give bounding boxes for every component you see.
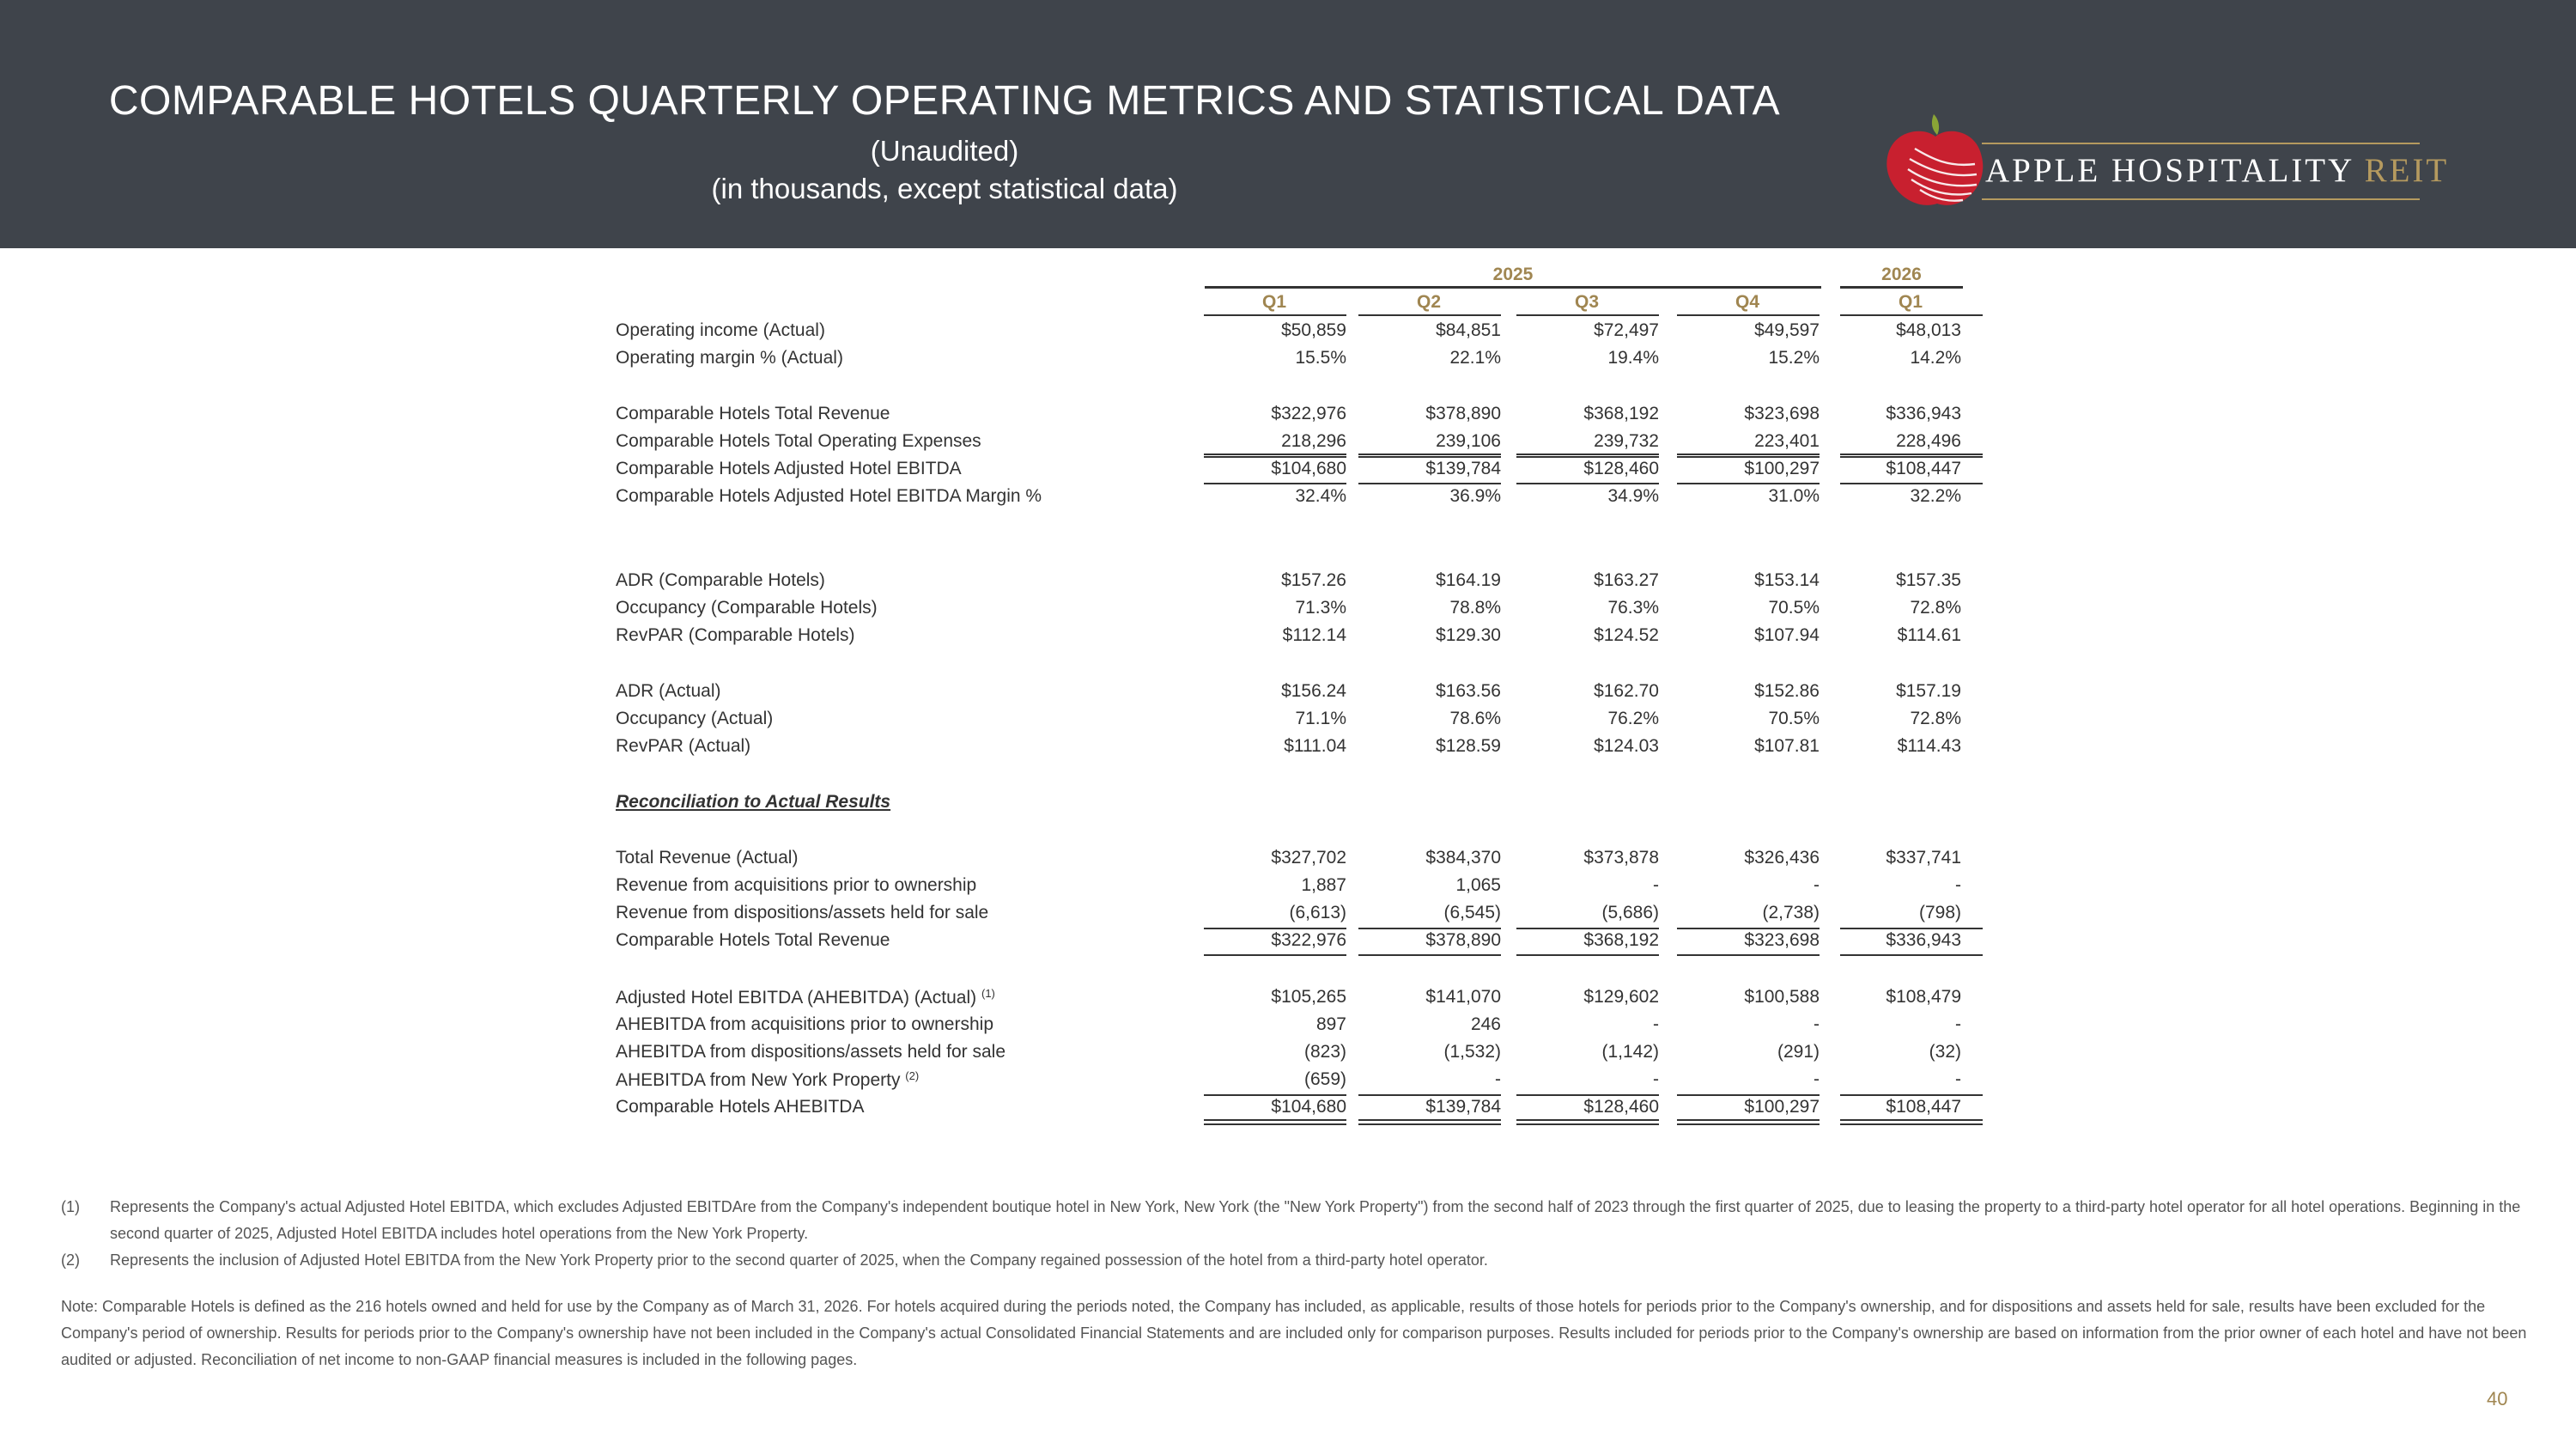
table-cell: 239,732 bbox=[1594, 431, 1659, 451]
row-label-text: Comparable Hotels Total Revenue bbox=[616, 404, 890, 423]
table-cell: 32.4% bbox=[1295, 486, 1346, 506]
footnote-1 bbox=[61, 1194, 2551, 1247]
table-cell: (823) bbox=[1303, 1042, 1346, 1062]
table-cell: $162.70 bbox=[1594, 681, 1659, 701]
table-row bbox=[0, 320, 2576, 348]
table-cell: 246 bbox=[1470, 1014, 1501, 1034]
table-cell: (2,738) bbox=[1762, 903, 1820, 922]
table-cell: (291) bbox=[1777, 1042, 1820, 1062]
row-label-text: RevPAR (Actual) bbox=[616, 736, 751, 756]
table-cell: (6,545) bbox=[1443, 903, 1501, 922]
table-cell: (6,613) bbox=[1289, 903, 1346, 922]
table-cell: $322,976 bbox=[1271, 404, 1346, 423]
table-cell: - bbox=[1814, 1069, 1820, 1089]
table-cell: (798) bbox=[1918, 903, 1961, 922]
quarter-rule bbox=[1677, 314, 1820, 316]
table-row bbox=[0, 681, 2576, 709]
year-rule-2025 bbox=[1205, 286, 1821, 289]
table-cell: $72,497 bbox=[1594, 320, 1659, 340]
table-cell: $368,192 bbox=[1583, 930, 1659, 950]
quarter-header: Q4 bbox=[1735, 292, 1759, 312]
table-row bbox=[0, 875, 2576, 903]
quarter-rule bbox=[1358, 314, 1501, 316]
table-cell: $156.24 bbox=[1281, 681, 1346, 701]
table-cell: 31.0% bbox=[1768, 486, 1820, 506]
row-label bbox=[616, 681, 721, 702]
page-number: 40 bbox=[2487, 1388, 2508, 1409]
table-row bbox=[0, 903, 2576, 930]
table-cell: $107.81 bbox=[1754, 736, 1820, 756]
table-cell: $108,447 bbox=[1886, 1097, 1961, 1117]
table-cell: $157.19 bbox=[1896, 681, 1961, 701]
table-cell: 1,887 bbox=[1301, 875, 1346, 895]
row-label-text: Comparable Hotels Total Revenue bbox=[616, 930, 890, 950]
row-label-text: Occupancy (Comparable Hotels) bbox=[616, 598, 878, 618]
table-row bbox=[0, 1014, 2576, 1042]
table-cell: $322,976 bbox=[1271, 930, 1346, 950]
footnote-2 bbox=[61, 1247, 2551, 1274]
table-cell: 36.9% bbox=[1449, 486, 1501, 506]
table-cell: $100,588 bbox=[1744, 987, 1820, 1007]
table-cell: 70.5% bbox=[1768, 709, 1820, 728]
table-cell: $49,597 bbox=[1754, 320, 1820, 340]
total-rule bbox=[1358, 928, 1501, 929]
table-cell: $378,890 bbox=[1425, 930, 1501, 950]
table-row bbox=[0, 625, 2576, 653]
table-cell: 218,296 bbox=[1281, 431, 1346, 451]
table-cell: - bbox=[1955, 1069, 1961, 1089]
table-row bbox=[0, 598, 2576, 625]
table-cell: 70.5% bbox=[1768, 598, 1820, 618]
table-row bbox=[0, 848, 2576, 875]
row-label bbox=[616, 709, 773, 729]
table-row bbox=[0, 486, 2576, 514]
table-cell: 34.9% bbox=[1607, 486, 1659, 506]
table-cell: $100,297 bbox=[1744, 459, 1820, 478]
row-label bbox=[616, 848, 798, 868]
footnote-ref: (2) bbox=[905, 1069, 920, 1082]
table-row bbox=[0, 792, 2576, 819]
table-cell: $104,680 bbox=[1271, 459, 1346, 478]
table-cell: $128,460 bbox=[1583, 459, 1659, 478]
total-rule bbox=[1204, 454, 1346, 455]
table-cell: (32) bbox=[1929, 1042, 1961, 1062]
page-title: COMPARABLE HOTELS QUARTERLY OPERATING METRICS AND STATISTICAL DATA bbox=[108, 78, 1781, 124]
footnote-2-text: Represents the inclusion of Adjusted Hotel EBITDA from the New York Property prior to the second quarter of 2025, when the Company regained possession of the hotel from a third-party hotel operator. bbox=[110, 1251, 1488, 1269]
footnote-1-text: Represents the Company's actual Adjusted Hotel EBITDA, which excludes Adjusted EBITDAre from the Company's independent boutique hotel in New York, New York (the "New York Property") from the second half of 2023 through the first quarter of 2025, due to leasing the property to a third-party hotel operator for all hotel operations. Beginning in the second quarter of 2025, Adjusted Hotel EBITDA includes hotel operations from the New York Property. bbox=[110, 1198, 2521, 1242]
table-cell: $129.30 bbox=[1436, 625, 1501, 645]
table-cell: $84,851 bbox=[1436, 320, 1501, 340]
row-label bbox=[616, 348, 843, 368]
table-cell: $163.56 bbox=[1436, 681, 1501, 701]
table-cell: (1,142) bbox=[1601, 1042, 1659, 1062]
total-rule bbox=[1840, 454, 1983, 455]
table-cell: 22.1% bbox=[1449, 348, 1501, 368]
footnotes bbox=[61, 1194, 2551, 1373]
row-label-text: RevPAR (Comparable Hotels) bbox=[616, 625, 855, 645]
table-cell: $111.04 bbox=[1284, 736, 1346, 756]
quarter-rule bbox=[1516, 314, 1659, 316]
total-rule bbox=[1840, 928, 1983, 929]
total-rule bbox=[1677, 1123, 1820, 1125]
brand-name-main: APPLE HOSPITALITY bbox=[1985, 152, 2354, 189]
table-cell: 71.1% bbox=[1295, 709, 1346, 728]
table-cell: 15.5% bbox=[1295, 348, 1346, 368]
row-label bbox=[616, 404, 890, 424]
row-label-text: Comparable Hotels Adjusted Hotel EBITDA bbox=[616, 459, 962, 478]
row-label-text: Revenue from acquisitions prior to ownership bbox=[616, 875, 977, 895]
table-row bbox=[0, 348, 2576, 375]
row-label bbox=[616, 431, 981, 452]
total-rule bbox=[1677, 456, 1820, 458]
total-rule bbox=[1840, 1119, 1983, 1121]
table-cell: - bbox=[1653, 1069, 1659, 1089]
table-cell: $48,013 bbox=[1896, 320, 1961, 340]
row-label-text: Comparable Hotels Total Operating Expenses bbox=[616, 431, 981, 451]
table-cell: $152.86 bbox=[1754, 681, 1820, 701]
row-label-text: Total Revenue (Actual) bbox=[616, 848, 799, 868]
total-rule bbox=[1677, 1119, 1820, 1121]
table-cell: 76.2% bbox=[1607, 709, 1659, 728]
table-cell: $323,698 bbox=[1744, 930, 1820, 950]
quarter-rule bbox=[1204, 314, 1346, 316]
table-cell: $129,602 bbox=[1583, 987, 1659, 1007]
comparable-hotels-note: Note: Comparable Hotels is defined as the 216 hotels owned and held for use by the Company as of March 31, 2026. For hotels acquired during the periods noted, the Company has included, as applicable, results of those hotels for periods prior to the Company's ownership, and for dispositions and assets held for sale, results have been excluded for the Company's period of ownership. Results for periods prior to the Company's ownership have not been included in the Company's actual Consolidated Financial Statements and are included only for comparison purposes. Results included for periods prior to the Company's ownership are based on information from the prior owner of each hotel and have not been audited or adjusted. Reconciliation of net income to non-GAAP financial measures is included in the following pages. bbox=[61, 1298, 2527, 1368]
table-cell: $163.27 bbox=[1594, 570, 1659, 590]
table-cell: $100,297 bbox=[1744, 1097, 1820, 1117]
table-cell: 897 bbox=[1315, 1014, 1346, 1034]
total-rule bbox=[1358, 1123, 1501, 1125]
total-rule bbox=[1516, 1094, 1659, 1096]
row-label-text: Adjusted Hotel EBITDA (AHEBITDA) (Actual) bbox=[616, 988, 977, 1008]
table-cell: 239,106 bbox=[1436, 431, 1501, 451]
row-label bbox=[616, 1042, 1005, 1062]
quarter-header: Q2 bbox=[1416, 292, 1441, 312]
table-cell: $368,192 bbox=[1583, 404, 1659, 423]
table-cell: $128.59 bbox=[1436, 736, 1501, 756]
row-label bbox=[616, 570, 825, 591]
table-cell: $373,878 bbox=[1583, 848, 1659, 868]
table-cell: 223,401 bbox=[1754, 431, 1820, 451]
total-rule bbox=[1840, 1123, 1983, 1125]
quarter-header: Q3 bbox=[1574, 292, 1599, 312]
table-cell: 228,496 bbox=[1896, 431, 1961, 451]
table-cell: $124.52 bbox=[1594, 625, 1659, 645]
table-cell: $124.03 bbox=[1594, 736, 1659, 756]
row-label-text: Comparable Hotels AHEBITDA bbox=[616, 1097, 865, 1117]
total-rule bbox=[1677, 954, 1820, 956]
total-rule bbox=[1358, 456, 1501, 458]
table-row bbox=[0, 1042, 2576, 1069]
table-row bbox=[0, 736, 2576, 764]
row-label-text: AHEBITDA from dispositions/assets held for sale bbox=[616, 1042, 1006, 1062]
row-label-text: ADR (Actual) bbox=[616, 681, 721, 701]
table-cell: 72.8% bbox=[1910, 709, 1961, 728]
table-cell: 19.4% bbox=[1607, 348, 1659, 368]
total-rule bbox=[1358, 1119, 1501, 1121]
table-cell: 76.3% bbox=[1607, 598, 1659, 618]
table-cell: $108,479 bbox=[1886, 987, 1961, 1007]
table-cell: $112.14 bbox=[1282, 625, 1346, 645]
table-cell: 32.2% bbox=[1910, 486, 1961, 506]
year-header-2026: 2026 bbox=[1881, 265, 1922, 284]
total-rule bbox=[1516, 456, 1659, 458]
total-rule bbox=[1840, 456, 1983, 458]
total-rule bbox=[1204, 1119, 1346, 1121]
table-row bbox=[0, 570, 2576, 598]
row-label bbox=[616, 459, 962, 479]
row-label bbox=[616, 987, 995, 1008]
row-label bbox=[616, 598, 878, 618]
table-cell: $139,784 bbox=[1425, 459, 1501, 478]
table-cell: $384,370 bbox=[1425, 848, 1501, 868]
table-cell: $157.26 bbox=[1281, 570, 1346, 590]
row-label bbox=[616, 486, 1042, 507]
table-row bbox=[0, 404, 2576, 431]
total-rule bbox=[1204, 483, 1346, 484]
year-rule-2026 bbox=[1840, 286, 1963, 289]
row-label-text: Occupancy (Actual) bbox=[616, 709, 774, 728]
brand-name-accent: REIT bbox=[2364, 152, 2450, 189]
table-cell: $378,890 bbox=[1425, 404, 1501, 423]
quarter-header: Q1 bbox=[1261, 292, 1286, 312]
table-cell: $108,447 bbox=[1886, 459, 1961, 478]
table-cell: 15.2% bbox=[1768, 348, 1820, 368]
year-header-2025: 2025 bbox=[1492, 265, 1534, 284]
row-label-text: ADR (Comparable Hotels) bbox=[616, 570, 825, 590]
total-rule bbox=[1358, 454, 1501, 455]
total-rule bbox=[1204, 928, 1346, 929]
row-label bbox=[616, 875, 976, 896]
total-rule bbox=[1677, 1094, 1820, 1096]
table-cell: 14.2% bbox=[1910, 348, 1961, 368]
total-rule bbox=[1204, 1094, 1346, 1096]
total-rule bbox=[1516, 1123, 1659, 1125]
table-cell: $105,265 bbox=[1271, 987, 1346, 1007]
quarter-rule bbox=[1840, 314, 1983, 316]
table-cell: 78.6% bbox=[1449, 709, 1501, 728]
table-cell: $327,702 bbox=[1271, 848, 1346, 868]
total-rule bbox=[1358, 1094, 1501, 1096]
row-label-text: Revenue from dispositions/assets held for sale bbox=[616, 903, 989, 922]
total-rule bbox=[1358, 954, 1501, 956]
row-label bbox=[616, 1097, 864, 1117]
total-rule bbox=[1840, 954, 1983, 956]
row-label bbox=[616, 736, 750, 757]
row-label-text: Comparable Hotels Adjusted Hotel EBITDA Margin % bbox=[616, 486, 1042, 506]
row-label-text: Operating margin % (Actual) bbox=[616, 348, 843, 368]
total-rule bbox=[1516, 954, 1659, 956]
page-subtitle-units: (in thousands, except statistical data) bbox=[711, 173, 1178, 204]
footnote-1-number: (1) bbox=[61, 1198, 80, 1215]
table-cell: $107.94 bbox=[1754, 625, 1820, 645]
total-rule bbox=[1358, 483, 1501, 484]
table-cell: - bbox=[1814, 875, 1820, 895]
table-cell: $164.19 bbox=[1436, 570, 1501, 590]
table-cell: 78.8% bbox=[1449, 598, 1501, 618]
footnote-2-number: (2) bbox=[61, 1251, 80, 1269]
table-row bbox=[0, 987, 2576, 1014]
page-subtitle-unaudited: (Unaudited) bbox=[870, 135, 1019, 167]
table-cell: - bbox=[1814, 1014, 1820, 1034]
table-cell: (1,532) bbox=[1443, 1042, 1501, 1062]
total-rule bbox=[1677, 928, 1820, 929]
row-label bbox=[616, 792, 890, 813]
total-rule bbox=[1677, 483, 1820, 484]
row-label bbox=[616, 1014, 993, 1035]
total-rule bbox=[1840, 1094, 1983, 1096]
table-cell: $114.43 bbox=[1897, 736, 1961, 756]
table-cell: - bbox=[1955, 875, 1961, 895]
row-label bbox=[616, 903, 988, 923]
table-row bbox=[0, 709, 2576, 736]
table-cell: 72.8% bbox=[1910, 598, 1961, 618]
table-cell: $50,859 bbox=[1281, 320, 1346, 340]
table-cell: - bbox=[1495, 1069, 1501, 1089]
total-rule bbox=[1204, 954, 1346, 956]
table-cell: - bbox=[1955, 1014, 1961, 1034]
total-rule bbox=[1204, 456, 1346, 458]
total-rule bbox=[1516, 1119, 1659, 1121]
footnote-ref: (1) bbox=[981, 987, 995, 1000]
total-rule bbox=[1840, 483, 1983, 484]
row-label-text: AHEBITDA from acquisitions prior to ownership bbox=[616, 1014, 994, 1034]
row-label-text: Reconciliation to Actual Results bbox=[616, 792, 891, 812]
row-label-text: Operating income (Actual) bbox=[616, 320, 825, 340]
quarter-header: Q1 bbox=[1898, 292, 1923, 312]
table-cell: $157.35 bbox=[1896, 570, 1961, 590]
total-rule bbox=[1677, 454, 1820, 455]
table-cell: $336,943 bbox=[1886, 404, 1961, 423]
row-label bbox=[616, 1069, 919, 1091]
table-cell: $128,460 bbox=[1583, 1097, 1659, 1117]
table-cell: $114.61 bbox=[1897, 625, 1961, 645]
total-rule bbox=[1204, 1123, 1346, 1125]
total-rule bbox=[1516, 483, 1659, 484]
table-cell: - bbox=[1653, 875, 1659, 895]
table-cell: $141,070 bbox=[1425, 987, 1501, 1007]
table-cell: $337,741 bbox=[1886, 848, 1961, 868]
table-cell: $336,943 bbox=[1886, 930, 1961, 950]
row-label bbox=[616, 930, 890, 951]
table-cell: (659) bbox=[1303, 1069, 1346, 1089]
table-cell: - bbox=[1653, 1014, 1659, 1034]
table-cell: 1,065 bbox=[1455, 875, 1501, 895]
row-label bbox=[616, 625, 855, 646]
table-cell: $153.14 bbox=[1754, 570, 1820, 590]
table-cell: $326,436 bbox=[1744, 848, 1820, 868]
table-cell: $139,784 bbox=[1425, 1097, 1501, 1117]
table-cell: $323,698 bbox=[1744, 404, 1820, 423]
table-cell: 71.3% bbox=[1295, 598, 1346, 618]
table-row bbox=[0, 1069, 2576, 1097]
table-cell: $104,680 bbox=[1271, 1097, 1346, 1117]
table-cell: (5,686) bbox=[1601, 903, 1659, 922]
row-label bbox=[616, 320, 825, 341]
total-rule bbox=[1516, 928, 1659, 929]
row-label-text: AHEBITDA from New York Property bbox=[616, 1070, 901, 1090]
total-rule bbox=[1516, 454, 1659, 455]
